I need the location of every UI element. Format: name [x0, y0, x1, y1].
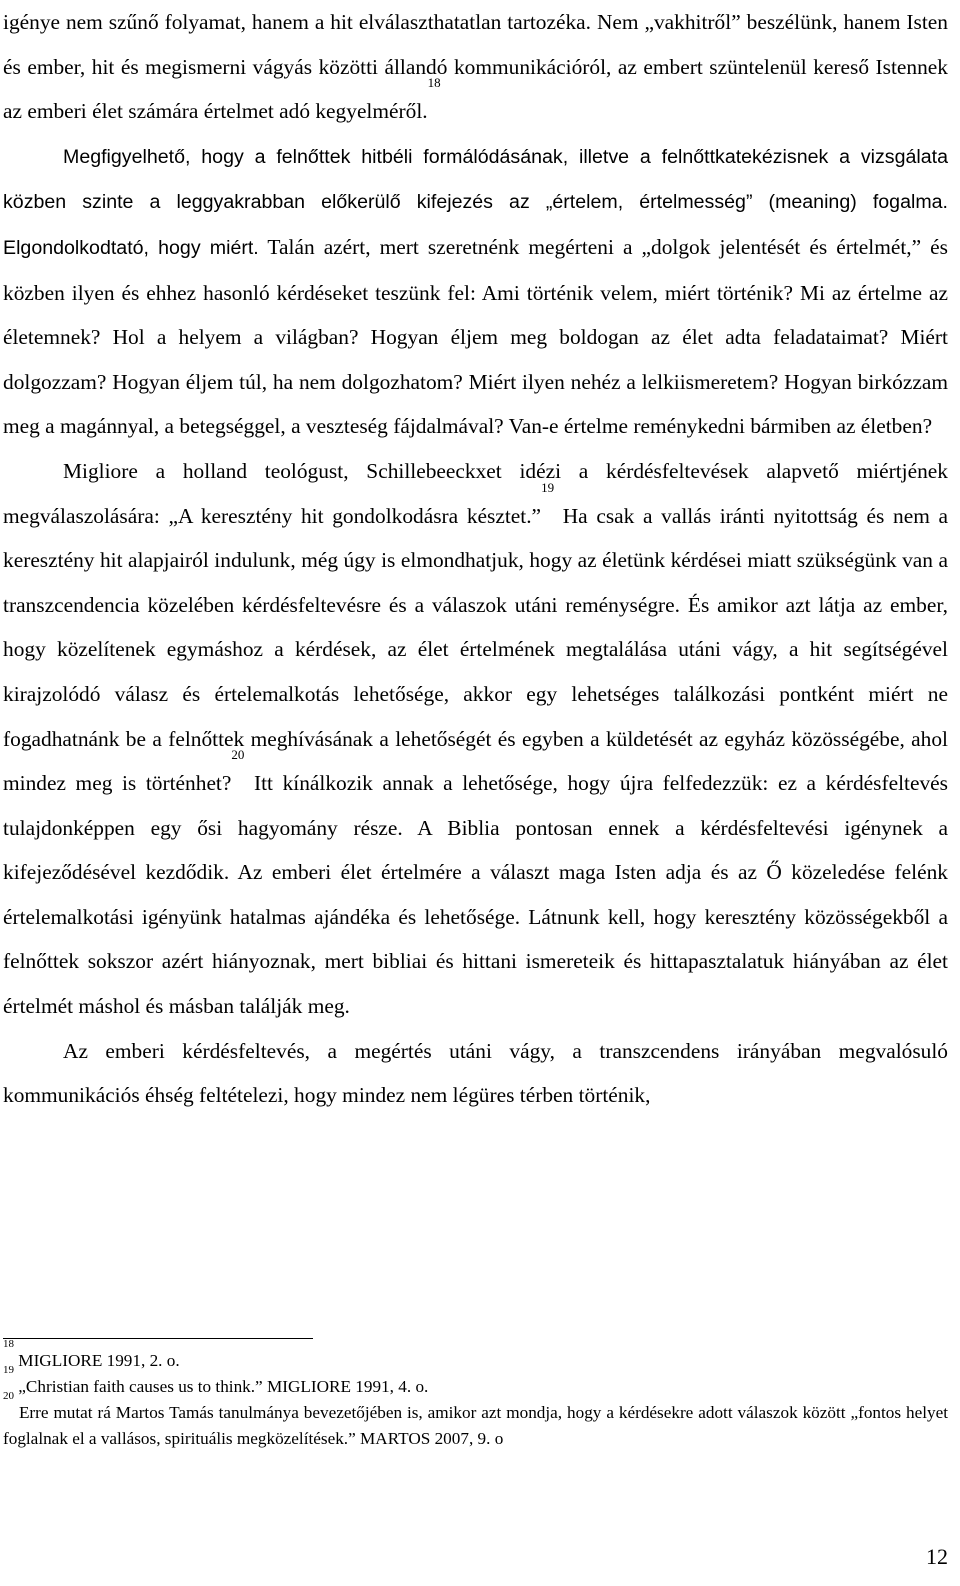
footnote-text: MIGLIORE 1991, 2. o. [18, 1351, 180, 1370]
footnote-text: „Christian faith causes us to think.” MIGLIORE 1991, 4. o. [18, 1377, 429, 1396]
footnote-item [3, 1390, 948, 1452]
page-number: 12 [926, 1544, 948, 1569]
paragraph-text: Migliore a holland teológust, Schillebeeckxet idézi a kérdésfeltevések alapvető miértjének megválaszolására: „A keresztény hit gondolkodásra késztet.” [3, 458, 948, 528]
paragraph-text: igénye nem szűnő folyamat, hanem a hit elválaszthatatlan tartozéka. Nem „vakhitről” beszélünk, hanem Isten és ember, hit és megismerni vágyás közötti állandó kommunikációról, az embert szüntelenül kereső Istennek az emberi élet számára értelmet adó kegyelméről. [3, 10, 948, 124]
paragraph-communication [3, 1029, 948, 1118]
footnote-ref-20: 20 [231, 747, 245, 763]
body-text [3, 0, 948, 1118]
footnote-number: 18 [3, 1338, 14, 1350]
paragraph-text-sans: Megfigyelhető, hogy a felnőttek hitbéli formálódásának, illetve a felnőttkatekézisnek a vizsgálata közben szinte a leggyakrabban előkerülő kifejezés az „értelem, értelmesség” (meaning) fogalma. Elgondolkodtató, hogy miért. [3, 145, 948, 259]
footnote-text: Erre mutat rá Martos Tamás tanulmánya bevezetőjében is, amikor azt mondja, hogy a kérdésekre adott válaszok között „fontos helyet foglalnak el a vallásos, spirituális megközelítések.” MARTOS 2007, 9. o [3, 1403, 948, 1448]
footnote-item [3, 1364, 948, 1400]
footnote-number: 20 [3, 1390, 14, 1402]
paragraph-meaning [3, 134, 948, 449]
footnote-number: 19 [3, 1364, 14, 1376]
paragraph-continued [3, 0, 948, 134]
footnote-ref-19: 19 [541, 479, 555, 495]
footnote-ref-18: 18 [427, 75, 441, 91]
paragraph-text: Talán azért, mert szeretnénk megérteni a „dolgok jelentését és értelmét,” és közben ilyen és ehhez hasonló kérdéseket teszünk fel: Ami történik velem, miért történik? Mi az értelme az életemnek? Hol a helyem a világban? Hogyan éljem meg boldogan az élet adta feladataimat? Miért dolgozzam? Hogyan éljem túl, ha nem dolgozhatom? Miért ilyen nehéz a lelkiismeretem? Hogyan birkózzam meg a magánnyal, a betegséggel, a veszteség fájdalmával? Van-e értelme reménykedni bármiben az életben? [3, 234, 949, 439]
paragraph-migliore [3, 449, 948, 1029]
footnote-item [3, 1338, 948, 1374]
footnotes [3, 1338, 948, 1452]
paragraph-text: Ha csak a vallás iránti nyitottság és nem a keresztény hit alapjairól indulunk, még úgy is elmondhatjuk, hogy az életünk kérdései miatt szükségünk van a transzcendencia közelében kérdésfeltevésre és a válaszok utáni reménységre. És amikor azt látja az ember, hogy közelítenek egymáshoz a kérdések, az élet értelmének megtalálása utáni vágy, a hit segítségével kirajzolódó válasz és értelemalkotás lehetősége, akkor egy lehetséges találkozási pontként miért ne fogadhatnánk be a felnőttek meghívásának a lehetőségét és egyben a küldetését az egyház közösségébe, ahol mindez meg is történhet? [3, 503, 948, 796]
footnote-separator [3, 1338, 313, 1339]
paragraph-text: Itt kínálkozik annak a lehetősége, hogy újra felfedezzük: ez a kérdésfeltevés tulajdonképpen egy ősi hagyomány része. A Biblia pontosan ennek a kérdésfeltevési igénynek a kifejeződésével kezdődik. Az emberi élet értelmére a választ maga Isten adja és az Ő közeledése felénk értelemalkotási igényünk hatalmas ajándéka és lehetősége. Látnunk kell, hogy keresztény közösségekből a felnőttek sokszor azért hiányoznak, mert bibliai és hittani ismereteik és hittapasztalatuk hiányában az élet értelmét máshol és másban találják meg. [3, 771, 948, 1019]
paragraph-text: Az emberi kérdésfeltevés, a megértés utáni vágy, a transzcendens irányában megvalósuló kommunikációs éhség feltételezi, hogy mindez nem légüres térben történik, [3, 1038, 948, 1108]
